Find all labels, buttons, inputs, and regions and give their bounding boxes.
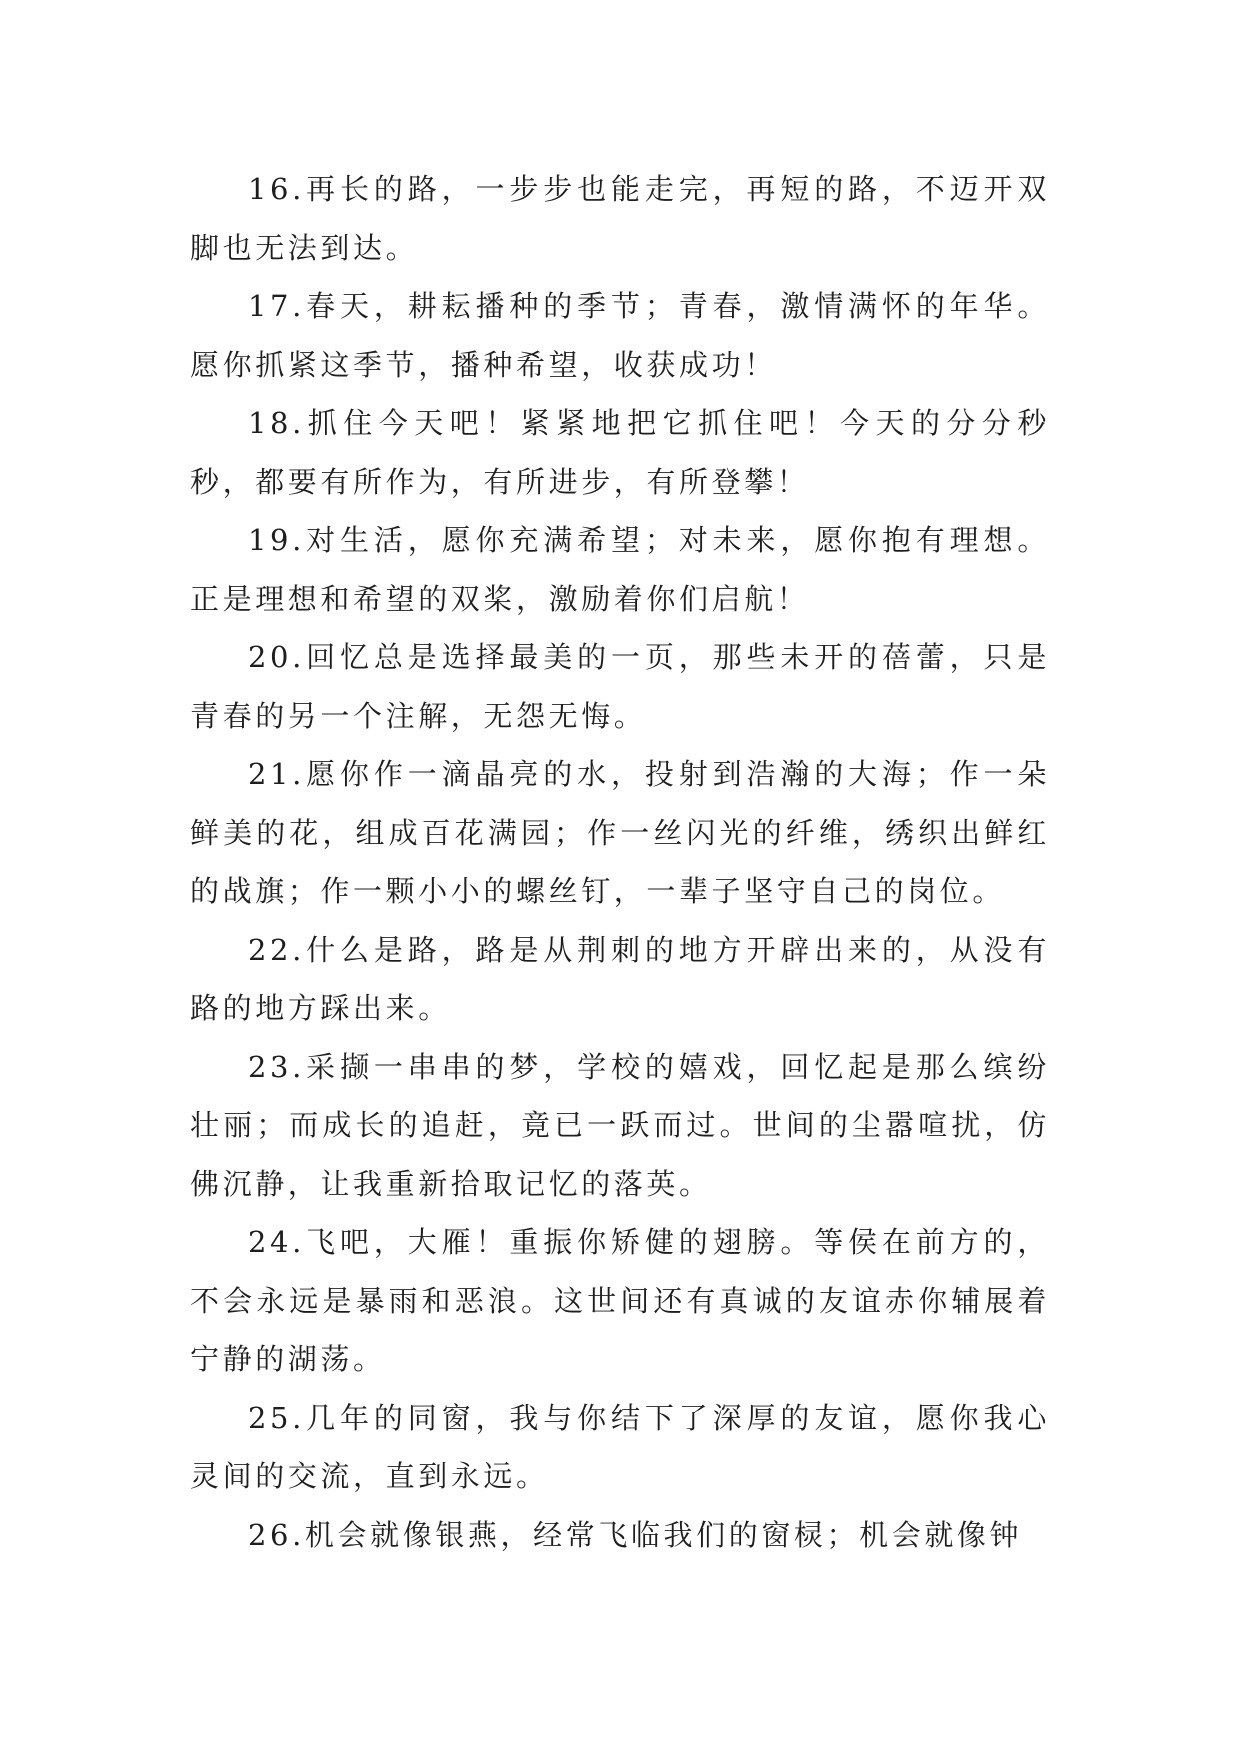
paragraph-19: 19.对生活，愿你充满希望；对未来，愿你抱有理想。正是理想和希望的双桨，激励着你们启航！ xyxy=(190,523,1050,616)
paragraph-16: 16.再长的路，一步步也能走完，再短的路，不迈开双脚也无法到达。 xyxy=(190,172,1050,265)
paragraph-18: 18.抓住今天吧！紧紧地把它抓住吧！今天的分分秒秒，都要有所作为，有所进步，有所登攀！ xyxy=(190,406,1050,499)
paragraph-21: 21.愿你作一滴晶亮的水，投射到浩瀚的大海；作一朵鲜美的花，组成百花满园；作一丝闪光的纤维，绣织出鲜红的战旗；作一颗小小的螺丝钉，一辈子坚守自己的岗位。 xyxy=(190,757,1050,908)
paragraph-23: 23.采撷一串串的梦，学校的嬉戏，回忆起是那么缤纷壮丽；而成长的追赶，竟已一跃而过。世间的尘嚣喧扰，仿佛沉静，让我重新拾取记忆的落英。 xyxy=(190,1049,1050,1201)
paragraph-20: 20.回忆总是选择最美的一页，那些未开的蓓蕾，只是青春的另一个注解，无怨无悔。 xyxy=(190,640,1050,733)
paragraph-17: 17.春天，耕耘播种的季节；青春，激情满怀的年华。愿你抓紧这季节，播种希望，收获成功！ xyxy=(190,289,1050,382)
document-page xyxy=(190,160,1050,1564)
paragraph-24: 24.飞吧，大雁！重振你矫健的翅膀。等侯在前方的，不会永远是暴雨和恶浪。这世间还有真诚的友谊赤你辅展着宁静的湖荡。 xyxy=(190,1225,1050,1376)
paragraph-26: 26.机会就像银燕，经常飞临我们的窗棂；机会就像钟 xyxy=(248,1517,1023,1552)
paragraph-22: 22.什么是路，路是从荆刺的地方开辟出来的，从没有路的地方踩出来。 xyxy=(190,932,1050,1025)
paragraph-25: 25.几年的同窗，我与你结下了深厚的友谊，愿你我心灵间的交流，直到永远。 xyxy=(190,1400,1050,1493)
